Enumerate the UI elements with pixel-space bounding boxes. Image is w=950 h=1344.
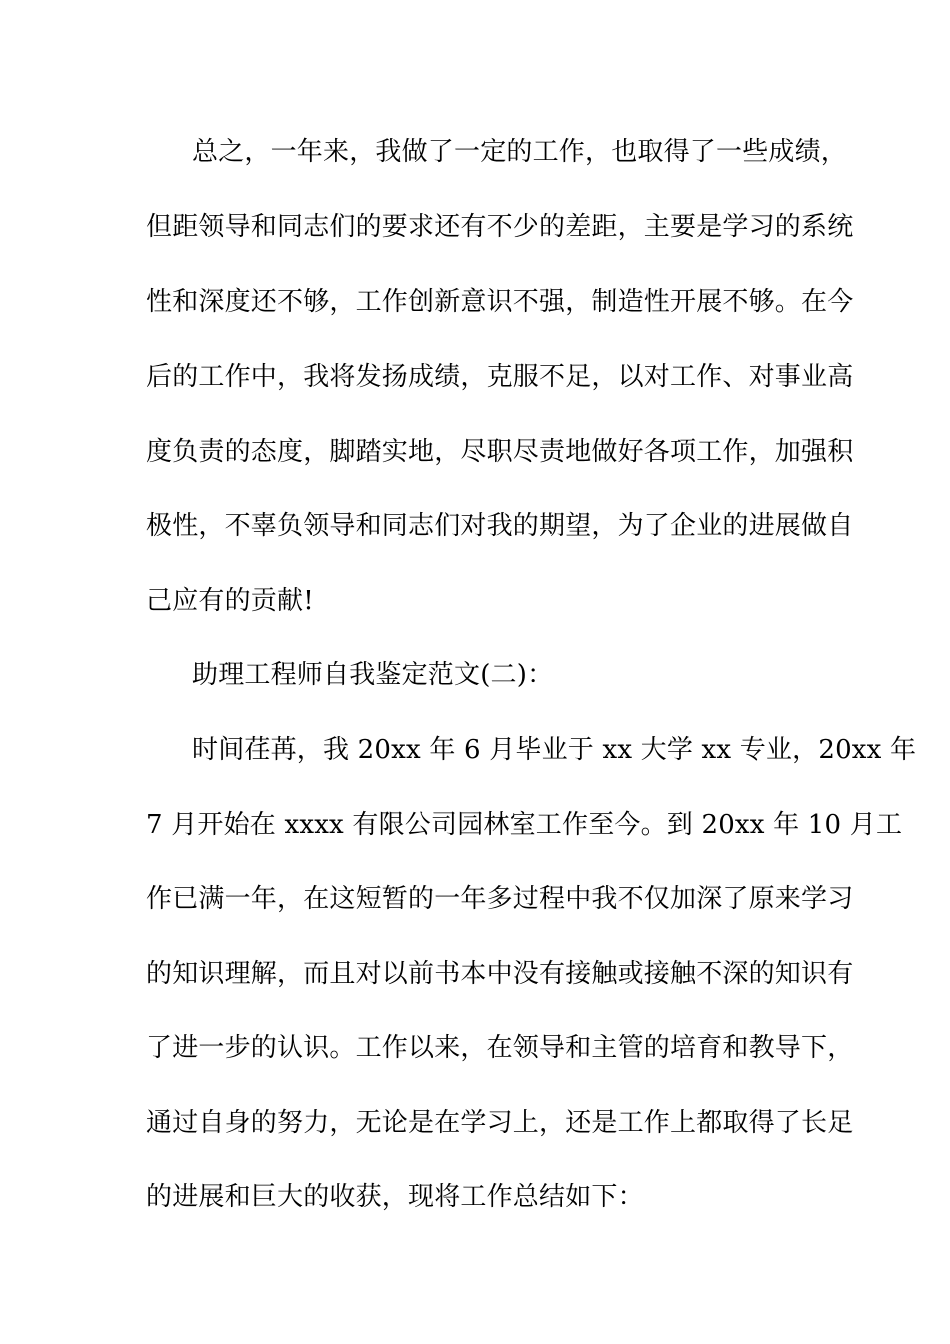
paragraph-2-line-1: 时间荏苒，我 20xx 年 6 月毕业于 xx 大学 xx 专业，20xx 年 — [192, 735, 917, 765]
paragraph-2-line-5: 了进一步的认识。工作以来，在领导和主管的培育和教导下， — [146, 1033, 854, 1063]
paragraph-1-line-4: 后的工作中，我将发扬成绩，克服不足，以对工作、对事业高 — [146, 362, 854, 392]
paragraph-2-line-3: 作已满一年，在这短暂的一年多过程中我不仅加深了原来学习 — [146, 884, 854, 914]
paragraph-1-line-6: 极性，不辜负领导和同志们对我的期望，为了企业的进展做自 — [146, 511, 854, 541]
paragraph-2-line-6: 通过自身的努力，无论是在学习上，还是工作上都取得了长足 — [146, 1108, 854, 1138]
section-heading: 助理工程师自我鉴定范文(二)： — [192, 660, 554, 690]
paragraph-2-line-4: 的知识理解，而且对以前书本中没有接触或接触不深的知识有 — [146, 959, 854, 989]
paragraph-1-line-2: 但距领导和同志们的要求还有不少的差距，主要是学习的系统 — [146, 212, 854, 242]
paragraph-2-line-2: 7 月开始在 xxxx 有限公司园林室工作至今。到 20xx 年 10 月工 — [146, 810, 903, 840]
paragraph-1-line-3: 性和深度还不够，工作创新意识不强，制造性开展不够。在今 — [146, 287, 854, 317]
paragraph-1-line-7: 己应有的贡献! — [146, 586, 314, 616]
paragraph-1-line-5: 度负责的态度，脚踏实地，尽职尽责地做好各项工作，加强积 — [146, 437, 854, 467]
paragraph-2-line-7: 的进展和巨大的收获，现将工作总结如下： — [146, 1182, 644, 1212]
paragraph-1-line-1: 总之，一年来，我做了一定的工作，也取得了一些成绩， — [192, 137, 848, 167]
